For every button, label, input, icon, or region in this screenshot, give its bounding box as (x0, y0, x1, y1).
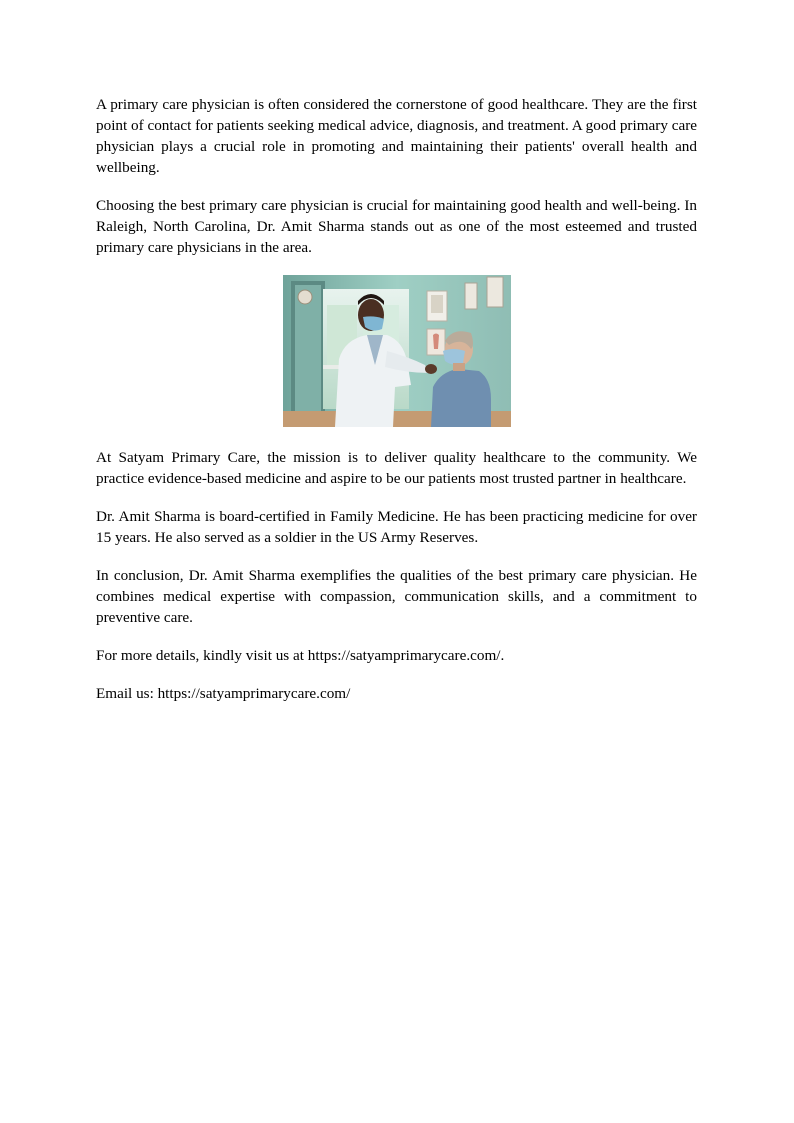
paragraph-choosing: Choosing the best primary care physician is crucial for maintaining good health and well-being. In Raleigh, North Carolina, Dr. Amit Sharma stands out as one of the most esteemed and trusted primary care physicians in the area. (96, 197, 697, 256)
paragraph-intro: A primary care physician is often considered the cornerstone of good healthcare. They are the first point of contact for patients seeking medical advice, diagnosis, and treatment. A good primary care physician plays a crucial role in promoting and maintaining their patients' overall health and wellbeing. (96, 96, 697, 176)
details-link-line: For more details, kindly visit us at https://satyamprimarycare.com/. (96, 647, 505, 664)
paragraph-conclusion: In conclusion, Dr. Amit Sharma exemplifies the qualities of the best primary care physician. He combines medical expertise with compassion, communication skills, and a commitment to preventive care. (96, 567, 697, 626)
email-line: Email us: https://satyamprimarycare.com/ (96, 685, 351, 702)
paragraph-credentials: Dr. Amit Sharma is board-certified in Family Medicine. He has been practicing medicine for over 15 years. He also served as a soldier in the US Army Reserves. (96, 508, 697, 546)
document-body (96, 94, 697, 721)
paragraph-mission: At Satyam Primary Care, the mission is to deliver quality healthcare to the community. We practice evidence-based medicine and aspire to be our patients most trusted partner in healthcare. (96, 449, 697, 487)
doctor-patient-photo (283, 275, 511, 427)
